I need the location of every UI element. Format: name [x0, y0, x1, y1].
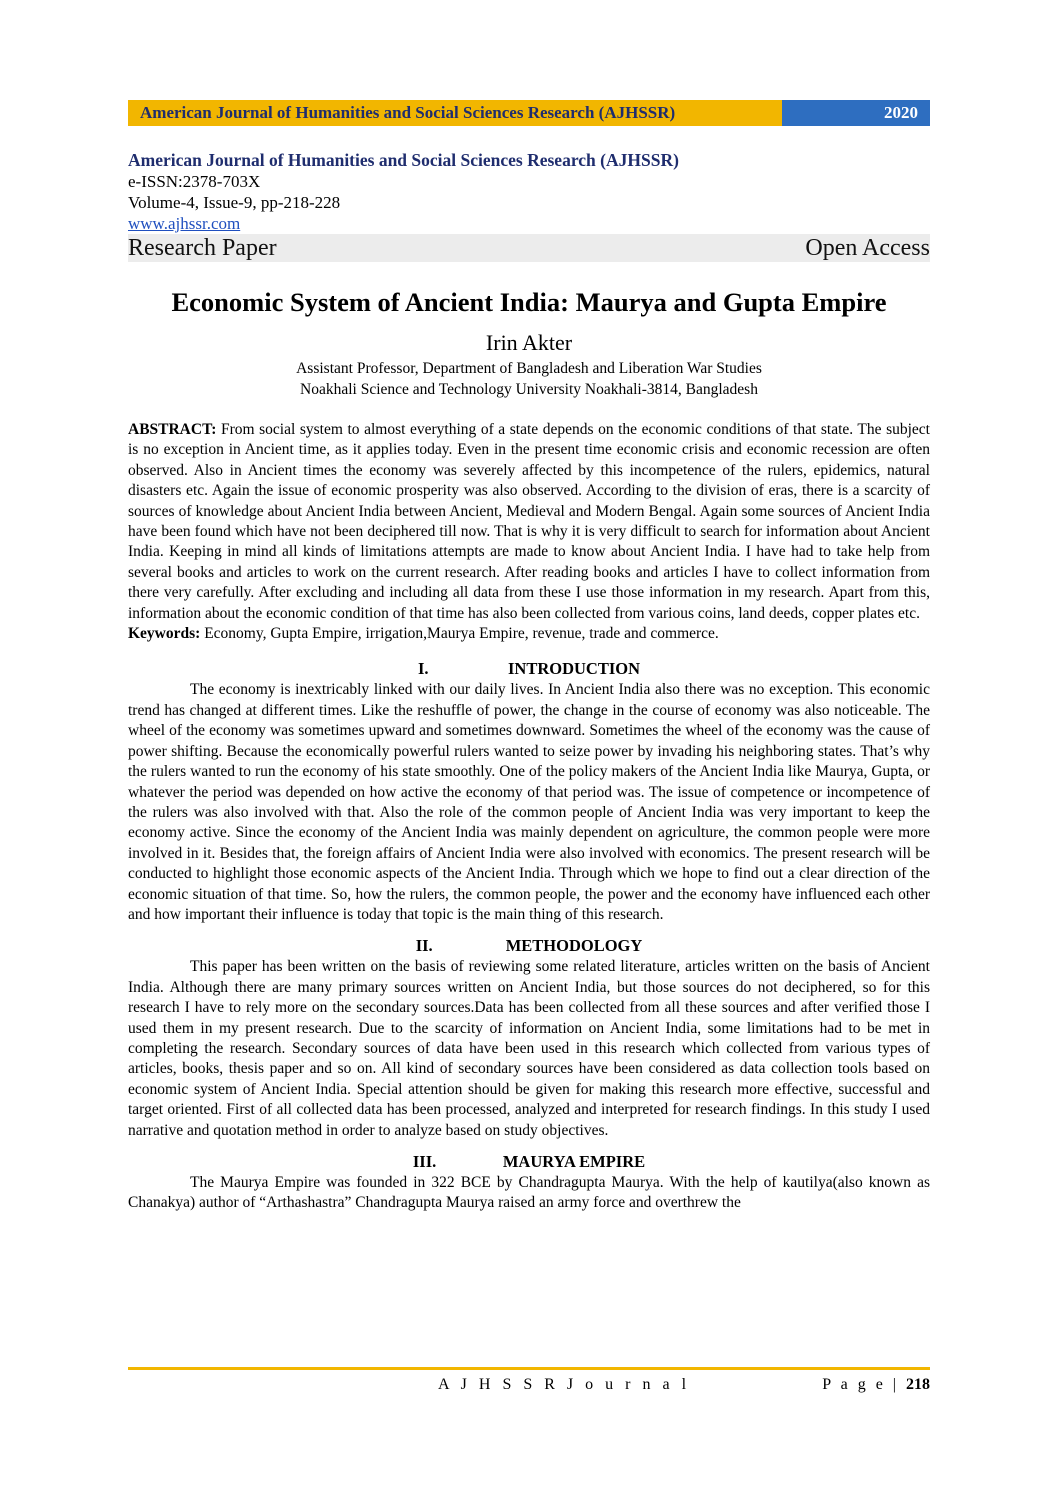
footer-page [822, 1374, 930, 1396]
keywords-text: Economy, Gupta Empire, irrigation,Maurya Empire, revenue, trade and commerce. [200, 625, 719, 643]
paper-title: Economic System of Ancient India: Maurya and Gupta Empire [171, 287, 887, 317]
paper-type-bar [128, 234, 930, 262]
paper-page [128, 100, 930, 1214]
footer-page-label: P a g e | [822, 1376, 899, 1393]
section-title: INTRODUCTION [507, 659, 641, 679]
paper-type-label: Research Paper [128, 235, 277, 261]
section-number: I. [417, 659, 429, 679]
journal-header-bar [128, 100, 930, 126]
section-title: MAURYA EMPIRE [502, 1152, 646, 1171]
meta-website-link[interactable]: www.ajhssr.com [128, 214, 241, 233]
keywords-paragraph [128, 624, 930, 644]
footer-divider [128, 1367, 930, 1370]
section-heading-introduction [128, 658, 930, 680]
section-heading-methodology [128, 935, 930, 957]
access-label: Open Access [805, 235, 930, 261]
header-journal-name: American Journal of Humanities and Social Sciences Research (AJHSSR) [128, 100, 782, 126]
footer-journal: A J H S S R J o u r n a l [438, 1376, 691, 1393]
section-heading-maurya-empire [128, 1151, 930, 1173]
journal-meta-block [128, 150, 930, 234]
maurya-empire-paragraph: The Maurya Empire was founded in 322 BCE by Chandragupta Maurya. With the help of kautilya(also known as Chanakya) author of “Arthashastra” Chandragupta Maurya raised an army force and overthrew the [128, 1174, 930, 1212]
abstract-label: ABSTRACT: [128, 421, 217, 438]
introduction-paragraph: The economy is inextricably linked with our daily lives. In Ancient India also there was no exception. This economic trend has changed at different times. Like the reshuffle of power, the change in the course of economy was also noticeable. The wheel of the economy was sometimes upward and sometimes downward. Sometimes the wheel of the economy was the cause of power shifting. Because the economically powerful rulers wanted to seize power by invading his neighboring states. That’s why the rulers wanted to run the economy of his state smoothly. One of the policy makers of the Ancient India like Maurya, Gupta, or whatever the period was depended on how active the economy of that period was. The issue of competence or incompetence of the rulers was also involved with that. Also the role of the common people of Ancient India was very important to keep the economy active. Since the economy of the Ancient India was mainly dependent on agriculture, the common people were more involved in it. Besides that, the foreign affairs of Ancient India were also involved with economics. The present research will be conducted to highlight those economic aspects of the Ancient India. Through which we hope to find out a clear direction of the economic situation of that time. So, how the rulers, the common people, the power and the economy have influenced each other and how important their influence is today that topic is the main thing of this research. [128, 681, 930, 923]
section-number: III. [412, 1152, 437, 1171]
meta-issn: e-ISSN:2378-703X [128, 172, 261, 191]
author-name: Irin Akter [485, 330, 573, 355]
keywords-label: Keywords: [128, 625, 201, 643]
abstract-paragraph [128, 420, 930, 624]
methodology-paragraph: This paper has been written on the basis of reviewing some related literature, articles written on the basis of Ancient India. Although there are many primary sources written on Ancient India, but those sources do not deciphered, so for this research I have to rely more on the secondary sources.Data has been collected from all these sources and after verified those I used them in my present research. Due to the scarcity of information on Ancient India, some limitations had to be met in completing the research. Secondary sources of data have been used in this research which collected from various types of articles, books, thesis paper and so on. All kind of secondary sources have been considered as data collection tools based on economic system of Ancient India. Special attention should be given for making this research more effective, successful and target oriented. First of all collected data has been processed, analyzed and interpreted for research findings. In this study I used narrative and quotation method in order to analyze based on study objectives. [128, 958, 930, 1139]
abstract-text: From social system to almost everything of a state depends on the economic conditions of that state. The subject is no exception in Ancient time, as it applies today. Even in the present time economic crisis and economic recession are often observed. Also in Ancient times the economy was severely affected by this incompetence of the rulers, epidemics, natural disasters etc. Again the issue of economic prosperity was also observed. According to the division of eras, there is a scarcity of sources of knowledge about Ancient India between Ancient, Medieval and Modern Bengal. Again some sources of Ancient India have been found which have not been deciphered till now. That is why it is very difficult to search for information about Ancient India. Keeping in mind all kinds of limitations attempts are made to know about Ancient India. I have had to take help from several books and articles to work on the current research. After reading books and articles I have to collect information from there very carefully. After excluding and including all data from these I use those information in my research. Apart from this, information about the economic condition of that time has also been collected from various coins, land deeds, copper plates etc. [128, 421, 930, 622]
meta-journal-title: American Journal of Humanities and Social Sciences Research (AJHSSR) [128, 150, 679, 170]
author-affiliation-2: Noakhali Science and Technology University Noakhali-3814, Bangladesh [300, 381, 758, 398]
footer-page-number: 218 [906, 1376, 930, 1393]
section-title: METHODOLOGY [505, 936, 643, 956]
meta-volume: Volume-4, Issue-9, pp-218-228 [128, 193, 341, 212]
header-year: 2020 [782, 100, 930, 126]
author-affiliation-1: Assistant Professor, Department of Bangladesh and Liberation War Studies [296, 360, 762, 377]
section-number: II. [415, 936, 433, 956]
